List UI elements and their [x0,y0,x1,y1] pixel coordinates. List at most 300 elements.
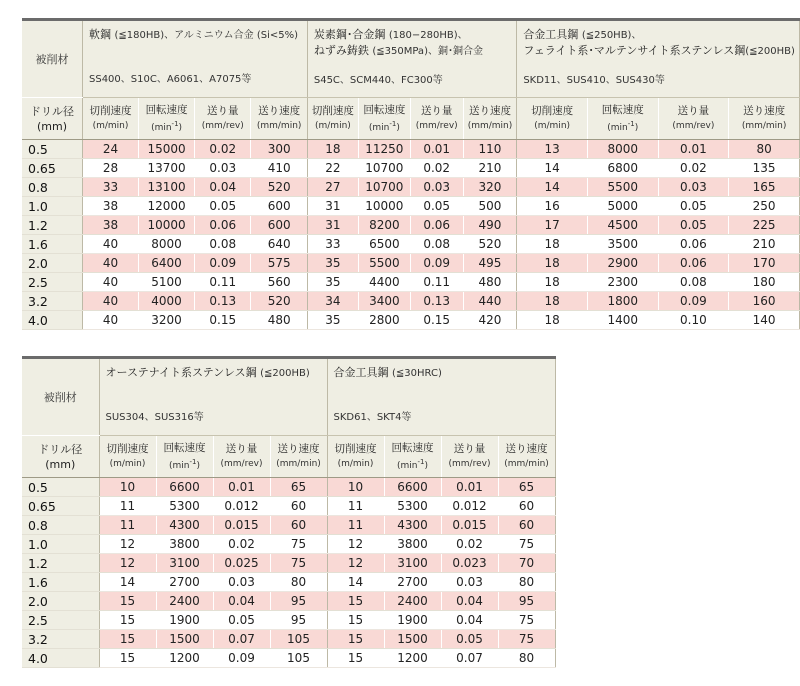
value-cell: 2800 [358,311,410,330]
column-header [307,98,358,140]
value-cell: 160 [729,292,800,311]
value-cell: 1800 [587,292,658,311]
column-header [384,436,441,478]
value-cell: 40 [83,292,139,311]
value-cell: 0.13 [410,292,463,311]
value-cell: 15 [327,611,384,630]
value-cell: 105 [270,630,327,649]
drill-diameter-cell: 1.6 [22,235,83,254]
value-cell: 250 [729,197,800,216]
value-cell: 14 [517,178,588,197]
value-cell: 170 [729,254,800,273]
value-cell: 225 [729,216,800,235]
value-cell: 3400 [358,292,410,311]
value-cell: 0.04 [441,592,498,611]
value-cell: 12 [99,554,156,573]
value-cell: 0.08 [658,273,729,292]
column-header [498,436,555,478]
value-cell: 18 [517,254,588,273]
value-cell: 180 [729,273,800,292]
value-cell: 0.015 [213,516,270,535]
table-row [22,311,800,330]
value-cell: 35 [307,254,358,273]
value-cell: 5300 [156,497,213,516]
value-cell: 0.06 [658,254,729,273]
column-title: 回転速度 [163,441,206,454]
drill-diameter-cell: 3.2 [22,292,83,311]
value-cell: 40 [83,235,139,254]
value-cell: 640 [251,235,307,254]
value-cell: 1900 [156,611,213,630]
material-examples: SKD11、SUS410、SUS430等 [523,75,665,86]
material-title: オーステナイト系ステンレス鋼 [105,366,257,379]
cutting-conditions-table-1 [22,18,800,330]
value-cell: 12000 [139,197,195,216]
value-cell: 0.09 [195,254,251,273]
column-unit: (mm/min) [467,121,513,131]
value-cell: 8000 [139,235,195,254]
value-cell: 0.06 [410,216,463,235]
value-cell: 40 [83,311,139,330]
value-cell: 560 [251,273,307,292]
value-cell: 11 [99,497,156,516]
value-cell: 75 [498,611,555,630]
value-cell: 5500 [358,254,410,273]
value-cell: 13700 [139,159,195,178]
value-cell: 38 [83,197,139,216]
value-cell: 0.02 [410,159,463,178]
value-cell: 105 [270,649,327,668]
column-unit: (mm/rev) [672,121,715,131]
value-cell: 60 [498,516,555,535]
value-cell: 15 [99,592,156,611]
column-header [463,98,517,140]
value-cell: 1200 [384,649,441,668]
value-cell: 2700 [156,573,213,592]
material-group-3 [517,20,800,98]
work-material-label: 被削材 [22,20,83,98]
column-header [441,436,498,478]
column-unit: $(\min^{-1})$ [607,119,639,133]
value-cell: 18 [517,292,588,311]
column-unit: (m/min) [534,121,571,131]
value-cell: 0.01 [410,140,463,159]
value-cell: 95 [270,611,327,630]
table-row [22,235,800,254]
table-row [22,592,555,611]
value-cell: 8000 [587,140,658,159]
value-cell: 12 [327,554,384,573]
value-cell: 0.02 [213,535,270,554]
value-cell: 0.05 [195,197,251,216]
column-title: 送り量 [453,443,486,455]
value-cell: 18 [307,140,358,159]
drill-diameter-header [22,98,83,140]
value-cell: 0.11 [195,273,251,292]
material-examples: SUS304、SUS316等 [105,412,204,423]
column-header [587,98,658,140]
value-cell: 8200 [358,216,410,235]
drill-diameter-cell: 0.8 [22,178,83,197]
value-cell: 5500 [587,178,658,197]
value-cell: 4500 [587,216,658,235]
material-spec: (≦250HB)、 [581,30,642,41]
value-cell: 5300 [384,497,441,516]
column-unit: (mm/min) [504,459,549,469]
column-header [270,436,327,478]
column-unit: (mm/rev) [415,121,458,131]
column-unit: (mm/min) [276,459,321,469]
value-cell: 410 [251,159,307,178]
value-cell: 28 [83,159,139,178]
value-cell: 0.08 [195,235,251,254]
column-title: 回転速度 [145,103,188,116]
drill-diameter-cell: 2.0 [22,254,83,273]
column-title: 送り速度 [743,105,786,117]
value-cell: 10700 [358,159,410,178]
value-cell: 60 [270,516,327,535]
drill-diameter-cell: 0.8 [22,516,99,535]
value-cell: 15 [99,649,156,668]
value-cell: 0.023 [441,554,498,573]
value-cell: 5100 [139,273,195,292]
value-cell: 3100 [156,554,213,573]
value-cell: 15 [99,611,156,630]
value-cell: 480 [251,311,307,330]
value-cell: 75 [498,630,555,649]
value-cell: 0.025 [213,554,270,573]
column-header [358,98,410,140]
value-cell: 110 [463,140,517,159]
material-title: 炭素鋼･合金鋼 [313,28,386,41]
material-group-1 [83,20,308,98]
column-title: 切削速度 [334,443,377,455]
value-cell: 35 [307,311,358,330]
value-cell: 0.01 [441,478,498,497]
value-cell: 5000 [587,197,658,216]
table-row [22,649,555,668]
value-cell: 15 [327,630,384,649]
column-header [83,98,139,140]
value-cell: 14 [99,573,156,592]
value-cell: 27 [307,178,358,197]
value-cell: 0.05 [213,611,270,630]
value-cell: 13100 [139,178,195,197]
value-cell: 14 [327,573,384,592]
column-unit: (mm/rev) [448,459,491,469]
value-cell: 33 [83,178,139,197]
value-cell: 35 [307,273,358,292]
value-cell: 12 [327,535,384,554]
value-cell: 13 [517,140,588,159]
column-unit: $(\min^{-1})$ [397,457,428,471]
drill-diameter-unit: (mm) [36,119,67,133]
column-title: 送り量 [207,105,239,117]
value-cell: 0.03 [213,573,270,592]
column-title: 回転速度 [363,103,406,116]
column-unit: (m/min) [337,459,374,469]
table-row [22,140,800,159]
value-cell: 34 [307,292,358,311]
value-cell: 2700 [384,573,441,592]
cutting-conditions-table-2 [22,356,556,668]
value-cell: 420 [463,311,517,330]
value-cell: 0.02 [658,159,729,178]
value-cell: 0.015 [441,516,498,535]
value-cell: 1200 [156,649,213,668]
material-title-2: フェライト系･マルテンサイト系ステンレス鋼 [523,44,746,57]
value-cell: 0.012 [441,497,498,516]
material-spec: (≦180HB)、アルミニウム合金 (Si<5%) [114,30,298,41]
value-cell: 0.13 [195,292,251,311]
column-header [251,98,307,140]
drill-diameter-cell: 2.5 [22,273,83,292]
table-row [22,554,555,573]
value-cell: 495 [463,254,517,273]
material-title-2: ねずみ鋳鉄 [313,44,369,57]
value-cell: 440 [463,292,517,311]
value-cell: 18 [517,273,588,292]
value-cell: 1500 [156,630,213,649]
value-cell: 2300 [587,273,658,292]
column-title: 送り速度 [258,105,301,117]
column-unit: (mm/rev) [201,121,244,131]
drill-diameter-cell: 1.2 [22,216,83,235]
value-cell: 15 [99,630,156,649]
material-header-row [22,20,800,98]
drill-diameter-cell: 1.0 [22,535,99,554]
value-cell: 17 [517,216,588,235]
value-cell: 24 [83,140,139,159]
value-cell: 210 [463,159,517,178]
material-header-row [22,358,555,436]
value-cell: 165 [729,178,800,197]
material-title: 合金工具鋼 [523,28,579,41]
column-unit: (mm/rev) [220,459,263,469]
value-cell: 33 [307,235,358,254]
value-cell: 210 [729,235,800,254]
column-header [99,436,156,478]
material-examples: S45C、SCM440、FC300等 [313,75,443,86]
value-cell: 15 [327,592,384,611]
table-row [22,197,800,216]
column-header [139,98,195,140]
value-cell: 0.07 [213,630,270,649]
material-spec-2: (≦200HB) [745,46,795,57]
material-spec: (≦200HB) [260,368,310,379]
drill-diameter-cell: 1.2 [22,554,99,573]
column-title: 送り速度 [505,443,548,455]
column-header [517,98,588,140]
value-cell: 490 [463,216,517,235]
column-title: 送り量 [420,105,453,117]
value-cell: 0.05 [441,630,498,649]
column-title: 切削速度 [89,105,132,117]
value-cell: 140 [729,311,800,330]
table-row [22,516,555,535]
value-cell: 3500 [587,235,658,254]
column-header-row [22,98,800,140]
value-cell: 40 [83,254,139,273]
value-cell: 0.06 [658,235,729,254]
column-title: 送り量 [677,105,710,117]
value-cell: 0.08 [410,235,463,254]
drill-diameter-cell: 0.5 [22,140,83,159]
material-spec-2: (≦350MPa)、銅･銅合金 [372,46,483,57]
column-title: 切削速度 [531,105,574,117]
column-unit: $(\min^{-1})$ [368,119,400,133]
drill-diameter-unit: (mm) [45,457,76,471]
material-spec: (≦30HRC) [392,368,442,379]
value-cell: 520 [251,292,307,311]
column-header [658,98,729,140]
drill-diameter-cell: 0.65 [22,497,99,516]
column-header [156,436,213,478]
material-title: 軟鋼 [89,28,111,41]
table-row [22,178,800,197]
column-unit: $(\min^{-1})$ [151,119,183,133]
column-unit: (m/min) [92,121,129,131]
value-cell: 0.03 [195,159,251,178]
drill-diameter-cell: 0.65 [22,159,83,178]
value-cell: 6400 [139,254,195,273]
value-cell: 10700 [358,178,410,197]
value-cell: 95 [498,592,555,611]
value-cell: 65 [498,478,555,497]
value-cell: 0.03 [658,178,729,197]
value-cell: 0.04 [213,592,270,611]
value-cell: 4300 [156,516,213,535]
value-cell: 520 [463,235,517,254]
table-row [22,497,555,516]
value-cell: 0.01 [213,478,270,497]
material-group-2 [327,358,555,436]
table-row [22,292,800,311]
value-cell: 38 [83,216,139,235]
column-unit: (m/min) [109,459,146,469]
table-row [22,254,800,273]
value-cell: 22 [307,159,358,178]
value-cell: 6500 [358,235,410,254]
value-cell: 80 [729,140,800,159]
column-header-row [22,436,555,478]
value-cell: 40 [83,273,139,292]
value-cell: 15000 [139,140,195,159]
table-row [22,216,800,235]
value-cell: 600 [251,197,307,216]
value-cell: 0.01 [658,140,729,159]
value-cell: 0.09 [410,254,463,273]
value-cell: 2900 [587,254,658,273]
value-cell: 300 [251,140,307,159]
drill-diameter-cell: 2.0 [22,592,99,611]
value-cell: 0.03 [410,178,463,197]
value-cell: 320 [463,178,517,197]
value-cell: 0.04 [441,611,498,630]
value-cell: 80 [498,649,555,668]
column-unit: (mm/min) [741,121,787,131]
value-cell: 15 [327,649,384,668]
drill-diameter-cell: 1.0 [22,197,83,216]
value-cell: 31 [307,216,358,235]
value-cell: 0.11 [410,273,463,292]
value-cell: 18 [517,311,588,330]
value-cell: 80 [498,573,555,592]
column-title: 切削速度 [311,105,354,117]
value-cell: 3800 [156,535,213,554]
value-cell: 18 [517,235,588,254]
value-cell: 0.09 [658,292,729,311]
material-spec: (180−280HB)、 [388,30,468,41]
value-cell: 14 [517,159,588,178]
drill-diameter-cell: 0.5 [22,478,99,497]
column-title: 回転速度 [601,103,644,116]
value-cell: 6800 [587,159,658,178]
value-cell: 0.10 [658,311,729,330]
value-cell: 65 [270,478,327,497]
value-cell: 4300 [384,516,441,535]
column-title: 送り量 [225,443,258,455]
column-unit: $(\min^{-1})$ [169,457,200,471]
drill-diameter-cell: 2.5 [22,611,99,630]
drill-diameter-label: ドリル径 [38,442,83,456]
value-cell: 600 [251,216,307,235]
drill-diameter-cell: 4.0 [22,311,83,330]
value-cell: 75 [498,535,555,554]
value-cell: 11 [327,497,384,516]
material-title: 合金工具鋼 [333,366,389,379]
value-cell: 500 [463,197,517,216]
column-header [195,98,251,140]
value-cell: 2400 [156,592,213,611]
value-cell: 3200 [139,311,195,330]
value-cell: 60 [498,497,555,516]
table-row [22,573,555,592]
value-cell: 0.09 [213,649,270,668]
drill-diameter-header [22,436,99,478]
drill-diameter-label: ドリル径 [30,104,74,118]
value-cell: 60 [270,497,327,516]
value-cell: 95 [270,592,327,611]
value-cell: 0.04 [195,178,251,197]
drill-diameter-cell: 1.6 [22,573,99,592]
value-cell: 70 [498,554,555,573]
material-group-2 [307,20,516,98]
value-cell: 80 [270,573,327,592]
value-cell: 75 [270,554,327,573]
value-cell: 0.012 [213,497,270,516]
value-cell: 6600 [384,478,441,497]
value-cell: 11250 [358,140,410,159]
value-cell: 4000 [139,292,195,311]
value-cell: 16 [517,197,588,216]
table-row [22,611,555,630]
value-cell: 575 [251,254,307,273]
value-cell: 12 [99,535,156,554]
value-cell: 520 [251,178,307,197]
value-cell: 0.06 [195,216,251,235]
value-cell: 2400 [384,592,441,611]
value-cell: 11 [99,516,156,535]
value-cell: 10 [327,478,384,497]
work-material-label: 被削材 [22,358,99,436]
table-row [22,535,555,554]
value-cell: 135 [729,159,800,178]
value-cell: 0.02 [441,535,498,554]
column-title: 回転速度 [391,441,434,454]
value-cell: 0.15 [410,311,463,330]
table-row [22,478,555,497]
